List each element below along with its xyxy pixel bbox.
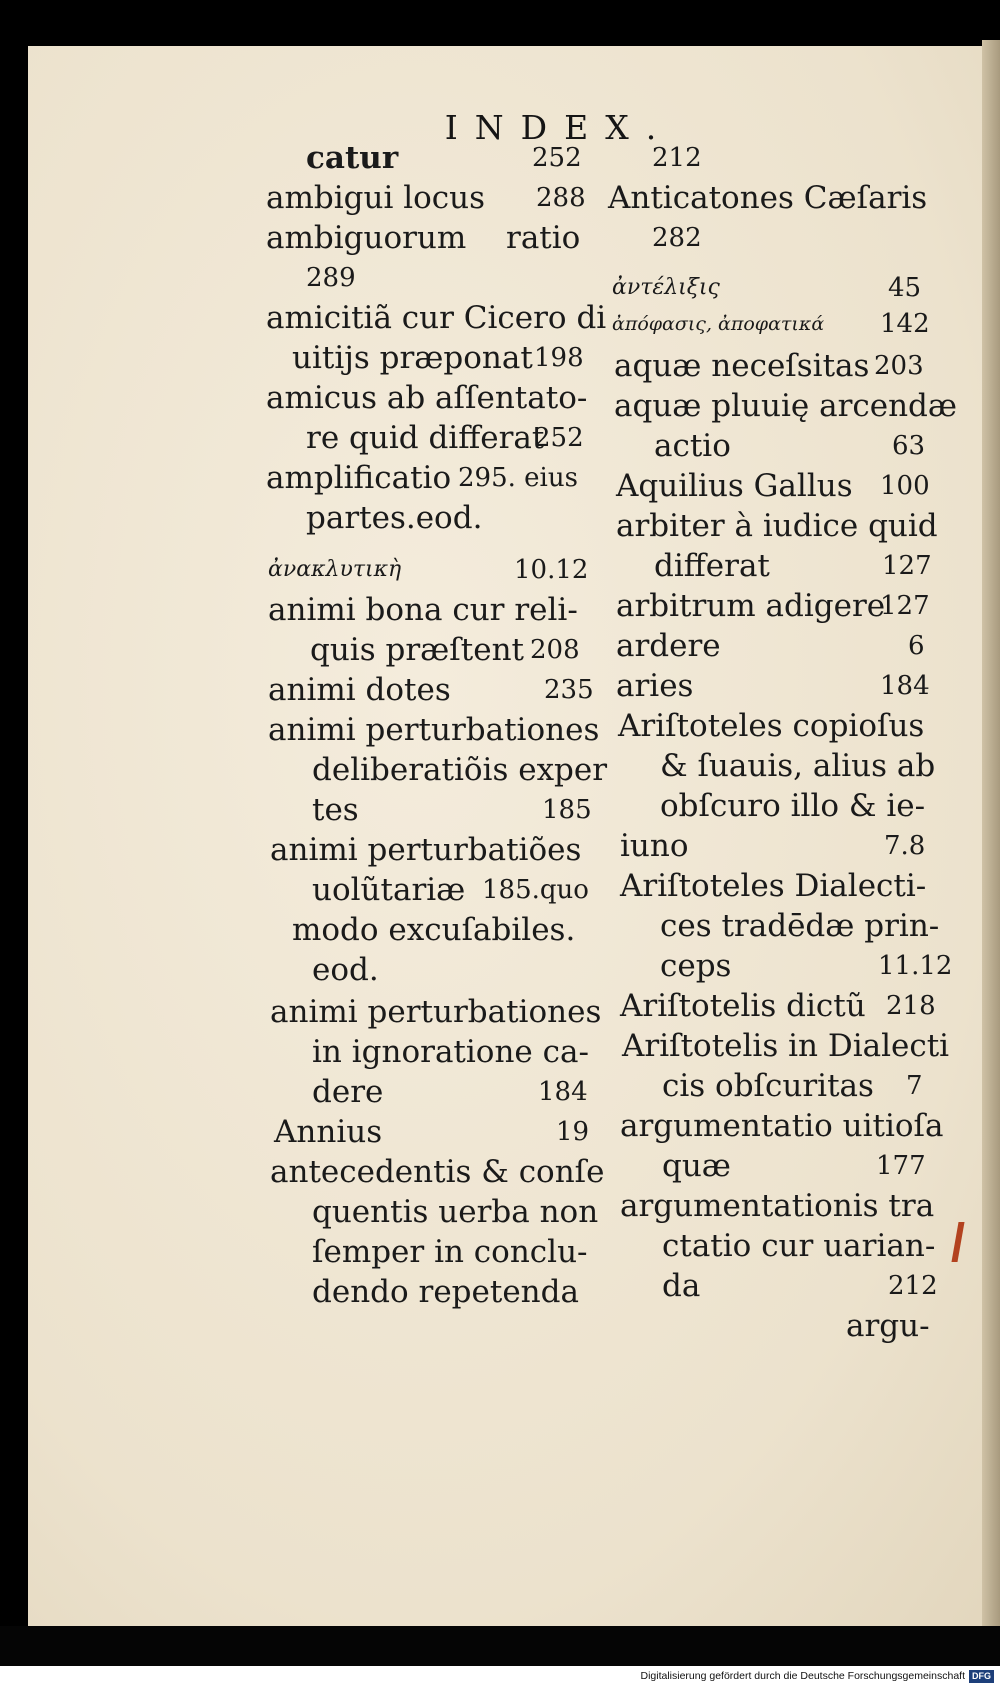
list-item: re quid differat — [306, 420, 545, 456]
credit-bar — [0, 1666, 1000, 1686]
list-item: deliberatiõis exper — [312, 752, 608, 788]
list-item: obſcuro illo & ie- — [660, 788, 926, 824]
list-item: ambigui locus — [266, 180, 486, 216]
list-item: tes — [312, 792, 359, 828]
list-item: Aquilius Gallus — [616, 468, 853, 504]
list-item: animi dotes — [268, 672, 451, 708]
list-item: uitijs præponat — [292, 340, 533, 376]
list-item: animi perturbationes — [270, 994, 602, 1030]
list-item: animi perturbationes — [268, 712, 600, 748]
page-ref: 177 — [876, 1151, 926, 1181]
list-item: differat — [654, 548, 770, 584]
page-ref: 295. eius — [458, 463, 578, 493]
list-item: dendo repetenda — [312, 1274, 579, 1310]
list-item: animi bona cur reli- — [268, 592, 578, 628]
list-item: dere — [312, 1074, 384, 1110]
list-item: aries — [616, 668, 694, 704]
list-item: aquæ pluuię arcendæ — [614, 388, 958, 424]
list-item: amicus ab aſſentato- — [266, 380, 588, 416]
list-item: & ſuauis, alius ab — [660, 748, 936, 784]
list-item: quæ — [662, 1148, 731, 1184]
catchword: argu- — [846, 1308, 930, 1344]
list-item: Anticatones Cæſaris — [608, 180, 928, 216]
page-ref: 212 — [652, 143, 702, 173]
page-ref: 212 — [888, 1271, 938, 1301]
page-ref: 198 — [534, 343, 584, 373]
credit-text: Digitalisierung gefördert durch die Deutsche Forschungsgemeinschaft — [640, 1670, 965, 1682]
page-ref: 63 — [892, 431, 926, 461]
page-ref: 45 — [888, 273, 922, 303]
list-item: ambiguorum — [266, 220, 467, 256]
list-item: arbitrum adigere — [616, 588, 886, 624]
page-ref: 185 — [542, 795, 592, 825]
list-item: ἀνακλυτικὴ — [268, 557, 402, 582]
list-item: ardere — [616, 628, 721, 664]
scan-border — [0, 1626, 1000, 1666]
page-ref: 218 — [886, 991, 936, 1021]
list-item: cis obſcuritas — [662, 1068, 874, 1104]
list-item: da — [662, 1268, 701, 1304]
page-ref: 252 — [534, 423, 584, 453]
page-ref: 10.12 — [514, 555, 589, 585]
page-ref: 185.quo — [482, 875, 589, 905]
list-item: modo excuſabiles. — [292, 912, 576, 948]
list-item: eod. — [312, 952, 379, 988]
page-ref: 203 — [874, 351, 924, 381]
page-ref: 282 — [652, 223, 702, 253]
page-ref: 288 — [536, 183, 586, 213]
list-item: Ariſtotelis dictũ — [620, 988, 866, 1024]
list-item: animi perturbatiões — [270, 832, 582, 868]
page-ref: 127 — [880, 591, 930, 621]
list-item: ſemper in conclu- — [312, 1234, 588, 1270]
list-item: in ignoratione ca- — [312, 1034, 589, 1070]
page-ref: 19 — [556, 1117, 590, 1147]
page-ref: 184 — [538, 1077, 588, 1107]
list-item-cont: ratio — [506, 220, 581, 256]
list-item: quentis uerba non — [312, 1194, 599, 1230]
list-item: uolũtariæ — [312, 872, 466, 908]
list-item: ceps — [660, 948, 732, 984]
list-item: Ariſtoteles Dialecti- — [620, 868, 927, 904]
list-item: actio — [654, 428, 731, 464]
page-ref: 127 — [882, 551, 932, 581]
page-ref: 252 — [532, 143, 582, 173]
list-item: Ariſtoteles copioſus — [618, 708, 925, 744]
list-item: arbiter à iudice quid — [616, 508, 938, 544]
list-item: iuno — [620, 828, 689, 864]
list-item: argumentationis tra — [620, 1188, 935, 1224]
page-ref: 142 — [880, 309, 930, 339]
list-item: partes.eod. — [306, 500, 483, 536]
list-item: ctatio cur uarian- — [662, 1228, 936, 1264]
page-ref: 11.12 — [878, 951, 953, 981]
page-ref: 100 — [880, 471, 930, 501]
page-ref: 7.8 — [884, 831, 926, 861]
page-ref: 289 — [306, 263, 356, 293]
list-item: catur — [306, 140, 399, 176]
list-item: aquæ neceſsitas — [614, 348, 870, 384]
list-item: ἀπόφασις, ἀποφατικά — [612, 313, 825, 335]
list-item: ἀντέλιξις — [612, 275, 720, 300]
list-item: Ariſtotelis in Dialecti — [622, 1028, 950, 1064]
dfg-logo-icon: DFG — [969, 1670, 994, 1683]
list-item: amicitiã cur Cicero di — [266, 300, 607, 336]
list-item: quis præſtent — [310, 632, 524, 668]
page-ref: 6 — [908, 631, 925, 661]
list-item: amplificatio — [266, 460, 452, 496]
page-edge — [982, 40, 1000, 1630]
list-item: Annius — [274, 1114, 383, 1150]
page-ref: 235 — [544, 675, 594, 705]
page-ref: 208 — [530, 635, 580, 665]
list-item: antecedentis & conſe — [270, 1154, 605, 1190]
list-item: argumentatio uitioſa — [620, 1108, 944, 1144]
list-item: ces tradēdæ prin- — [660, 908, 940, 944]
page-header: INDEX. — [444, 108, 674, 147]
page-ref: 184 — [880, 671, 930, 701]
page-ref: 7 — [906, 1071, 923, 1101]
